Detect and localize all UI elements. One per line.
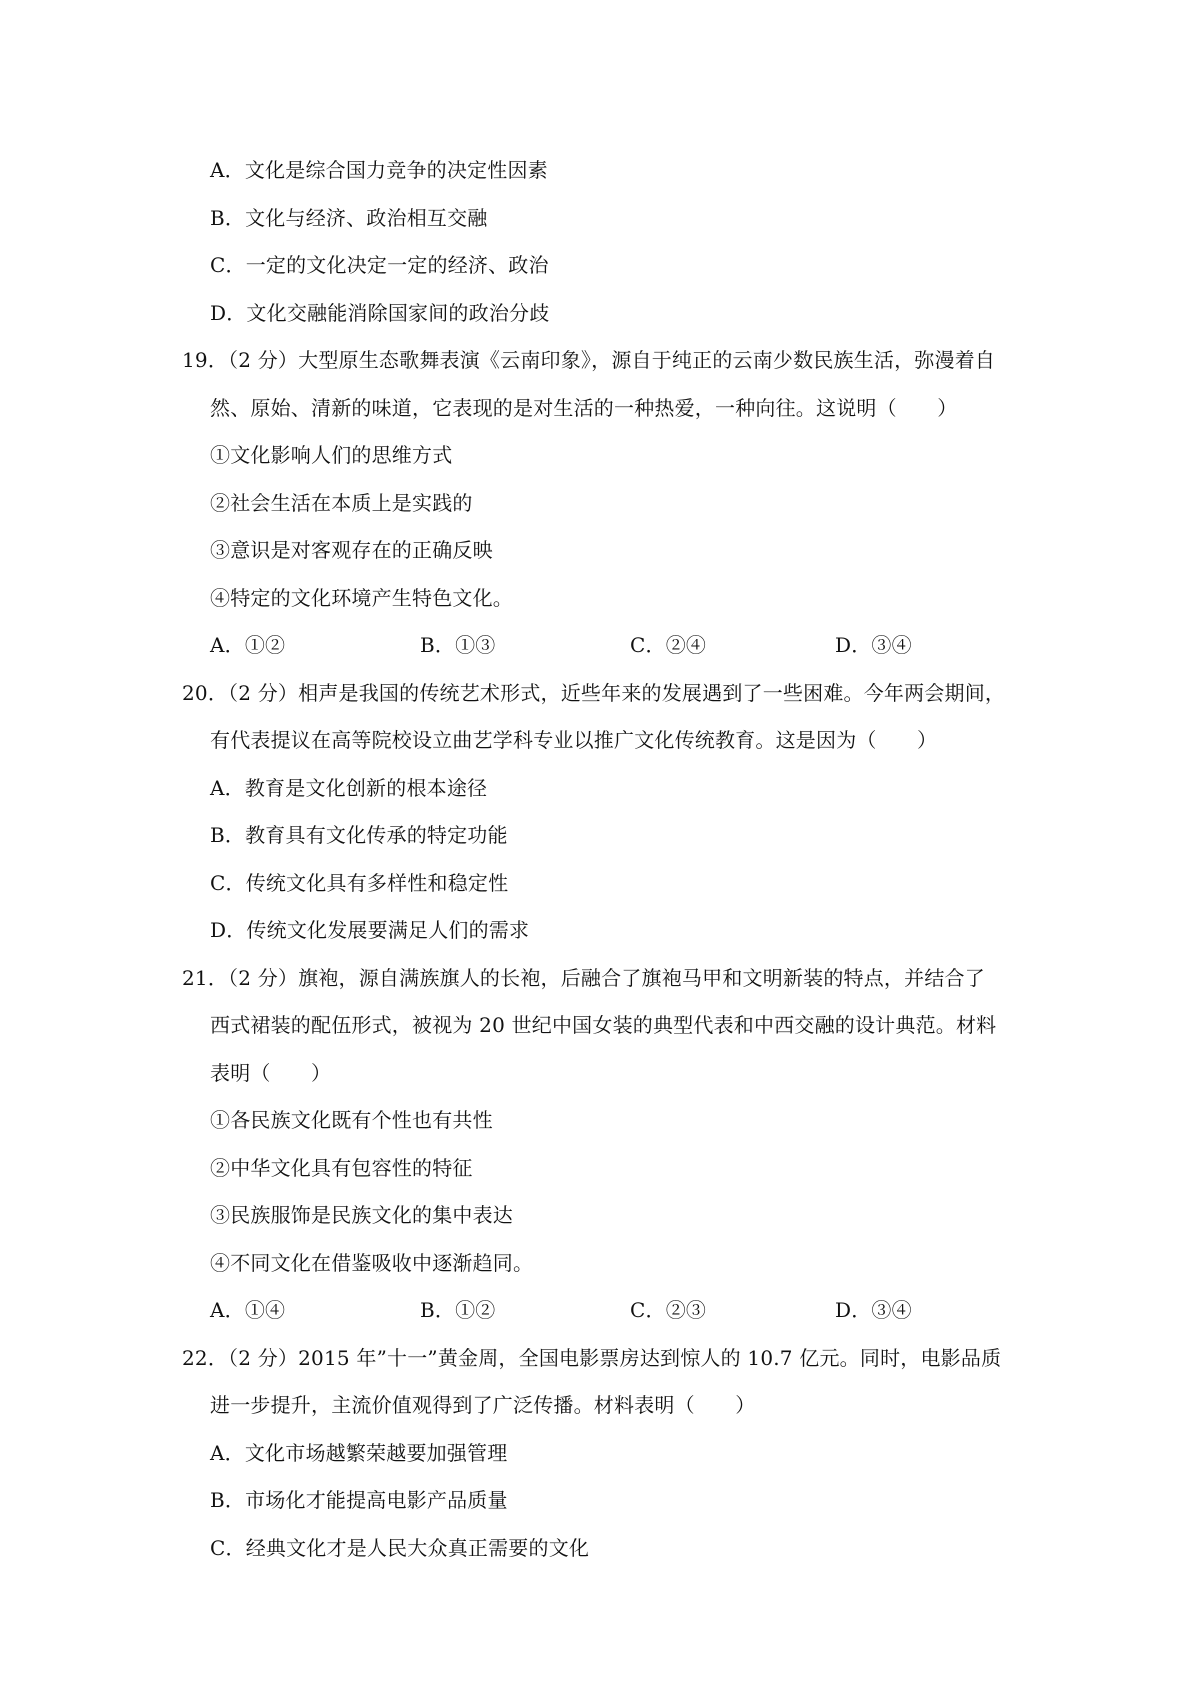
q19-option-a: A．①② bbox=[210, 633, 286, 657]
q19-stem-line1: 19．（2 分）大型原生态歌舞表演《云南印象》，源自于纯正的云南少数民族生活，弥漫着自 bbox=[182, 348, 996, 372]
q18-option-c: C．一定的文化决定一定的经济、政治 bbox=[210, 253, 549, 277]
q21-option-b: B．①② bbox=[420, 1298, 496, 1322]
q21-options bbox=[210, 1286, 912, 1334]
q19-stem-line2: 然、原始、清新的味道，它表现的是对生活的一种热爱，一种向往。这说明（ ） bbox=[210, 396, 958, 420]
q18-option-a: A．文化是综合国力竞争的决定性因素 bbox=[210, 158, 548, 182]
q18-option-b: B．文化与经济、政治相互交融 bbox=[210, 206, 488, 230]
q22-option-c: C．经典文化才是人民大众真正需要的文化 bbox=[210, 1536, 590, 1560]
q21-statement-1: ①各民族文化既有个性也有共性 bbox=[210, 1108, 493, 1132]
q21-stem-line3: 表明（ ） bbox=[210, 1061, 332, 1085]
q21-option-a: A．①④ bbox=[210, 1298, 286, 1322]
q22-option-a: A．文化市场越繁荣越要加强管理 bbox=[210, 1441, 508, 1465]
q19-options bbox=[210, 621, 912, 669]
q19-statement-1: ①文化影响人们的思维方式 bbox=[210, 443, 453, 467]
q21-statement-4: ④不同文化在借鉴吸收中逐渐趋同。 bbox=[210, 1251, 534, 1275]
q21-statement-2: ②中华文化具有包容性的特征 bbox=[210, 1156, 473, 1180]
q20-option-a: A．教育是文化创新的根本途径 bbox=[210, 776, 488, 800]
q19-option-d: D．③④ bbox=[835, 633, 912, 657]
q18-option-d: D．文化交融能消除国家间的政治分歧 bbox=[210, 301, 550, 325]
q19-statement-3: ③意识是对客观存在的正确反映 bbox=[210, 538, 493, 562]
q20-option-b: B．教育具有文化传承的特定功能 bbox=[210, 823, 508, 847]
q22-stem-line2: 进一步提升，主流价值观得到了广泛传播。材料表明（ ） bbox=[210, 1393, 756, 1417]
q19-statement-4: ④特定的文化环境产生特色文化。 bbox=[210, 586, 513, 610]
q22-option-b: B．市场化才能提高电影产品质量 bbox=[210, 1488, 508, 1512]
q21-statement-3: ③民族服饰是民族文化的集中表达 bbox=[210, 1203, 513, 1227]
q21-option-c: C．②③ bbox=[630, 1298, 707, 1322]
q20-option-d: D．传统文化发展要满足人们的需求 bbox=[210, 918, 530, 942]
q19-statement-2: ②社会生活在本质上是实践的 bbox=[210, 491, 473, 515]
q20-option-c: C．传统文化具有多样性和稳定性 bbox=[210, 871, 509, 895]
q21-stem-line2: 西式裙装的配伍形式，被视为 20 世纪中国女装的典型代表和中西交融的设计典范。材料 bbox=[210, 1013, 997, 1037]
q20-stem-line1: 20．（2 分）相声是我国的传统艺术形式，近些年来的发展遇到了一些困难。今年两会期间， bbox=[182, 681, 1006, 705]
q19-option-b: B．①③ bbox=[420, 633, 496, 657]
q21-stem-line1: 21．（2 分）旗袍，源自满族旗人的长袍，后融合了旗袍马甲和文明新装的特点，并结合了 bbox=[182, 966, 985, 990]
q21-option-d: D．③④ bbox=[835, 1298, 912, 1322]
q20-stem-line2: 有代表提议在高等院校设立曲艺学科专业以推广文化传统教育。这是因为（ ） bbox=[210, 728, 938, 752]
q19-option-c: C．②④ bbox=[630, 633, 707, 657]
q22-stem-line1: 22．（2 分）2015 年”十一”黄金周，全国电影票房达到惊人的 10.7 亿元。同时，电影品质 bbox=[182, 1346, 1002, 1370]
